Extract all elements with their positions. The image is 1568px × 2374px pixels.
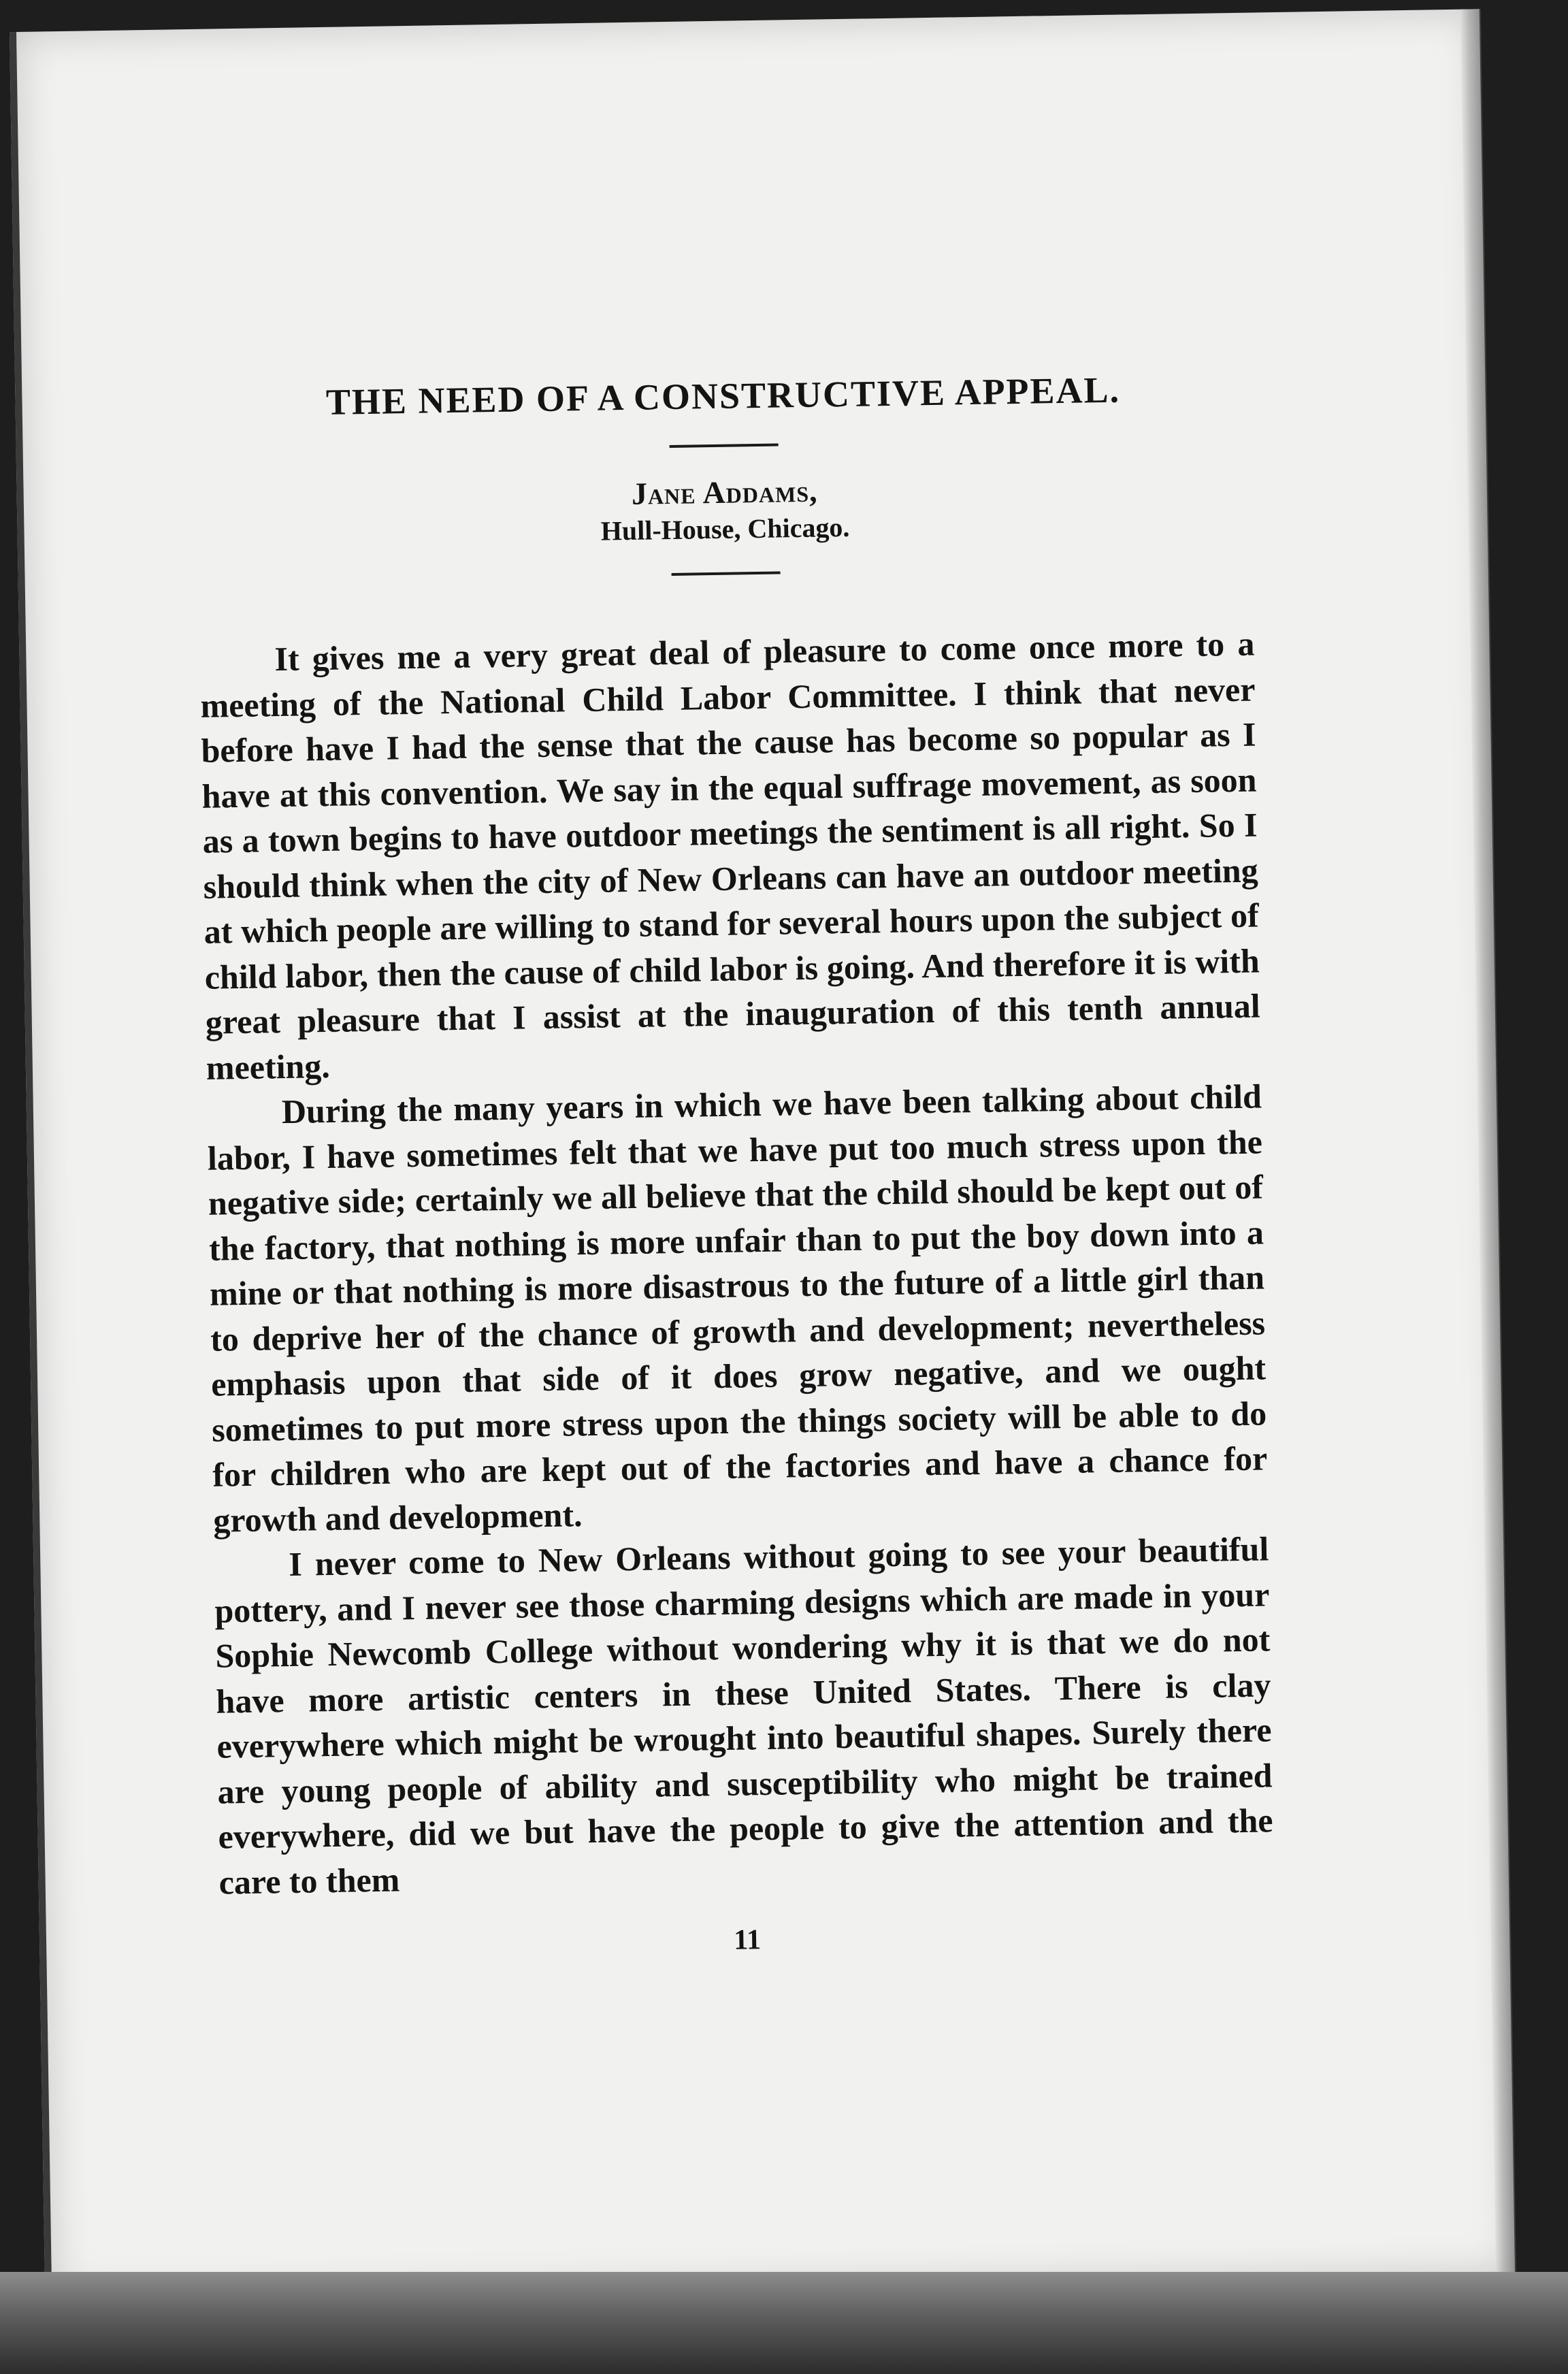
scan-bottom-edge [0, 2272, 1568, 2374]
page-edge-shadow [1460, 9, 1516, 2275]
paragraph: I never come to New Orleans without going to see your beautiful pottery, and I never see those charming designs which are made in your Sophie Newcomb College without wondering why it is that we do not have more artistic centers in these United States. There is clay everywhere which might be wrought into beautiful shapes. Surely there are young people of ability and susceptibility who might be trained everywhere, did we but have the people to give the attention and the care to them [214, 1529, 1273, 1902]
page-number: 11 [733, 1924, 762, 1956]
paragraph: It gives me a very great deal of pleasure to come once more to a meeting of the National Child Labor Committee. I think that never before have I had the sense that the cause has become so popular as I have at this convention. We say in the equal suffrage movement, as soon as a town begins to have outdoor meetings the sentiment is all right. So I should think when the city of New Orleans can have an outdoor meeting at which people are willing to stand for several hours upon the subject of child labor, then the cause of child labor is going. And therefore it is with great pleasure that I assist at the inauguration of this tenth annual meeting. [200, 624, 1261, 1087]
byline-divider [672, 571, 781, 576]
paragraph: During the many years in which we have been talking about child labor, I have sometimes felt that we have put too much stress upon the negative side; certainly we all believe that the child should be kept out of the factory, that nothing is more unfair than to put the boy down into a mine or that nothing is more disastrous to the future of a little girl than to deprive her of the chance of growth and development; nevertheless emphasis upon that side of it does grow negative, and we ought sometimes to put more stress upon the things society will be able to do for children who are kept out of the factories and have a chance for growth and development. [207, 1077, 1268, 1540]
author-affiliation: Hull-House, Chicago. [600, 511, 850, 547]
article-body [199, 621, 1274, 1905]
title-divider [670, 444, 779, 449]
author-name: Jane Addams, [631, 473, 818, 511]
book-page [10, 9, 1515, 2298]
byline [197, 466, 1252, 553]
article-title: THE NEED OF A CONSTRUCTIVE APPEAL. [325, 369, 1121, 423]
page-content [195, 367, 1275, 1965]
